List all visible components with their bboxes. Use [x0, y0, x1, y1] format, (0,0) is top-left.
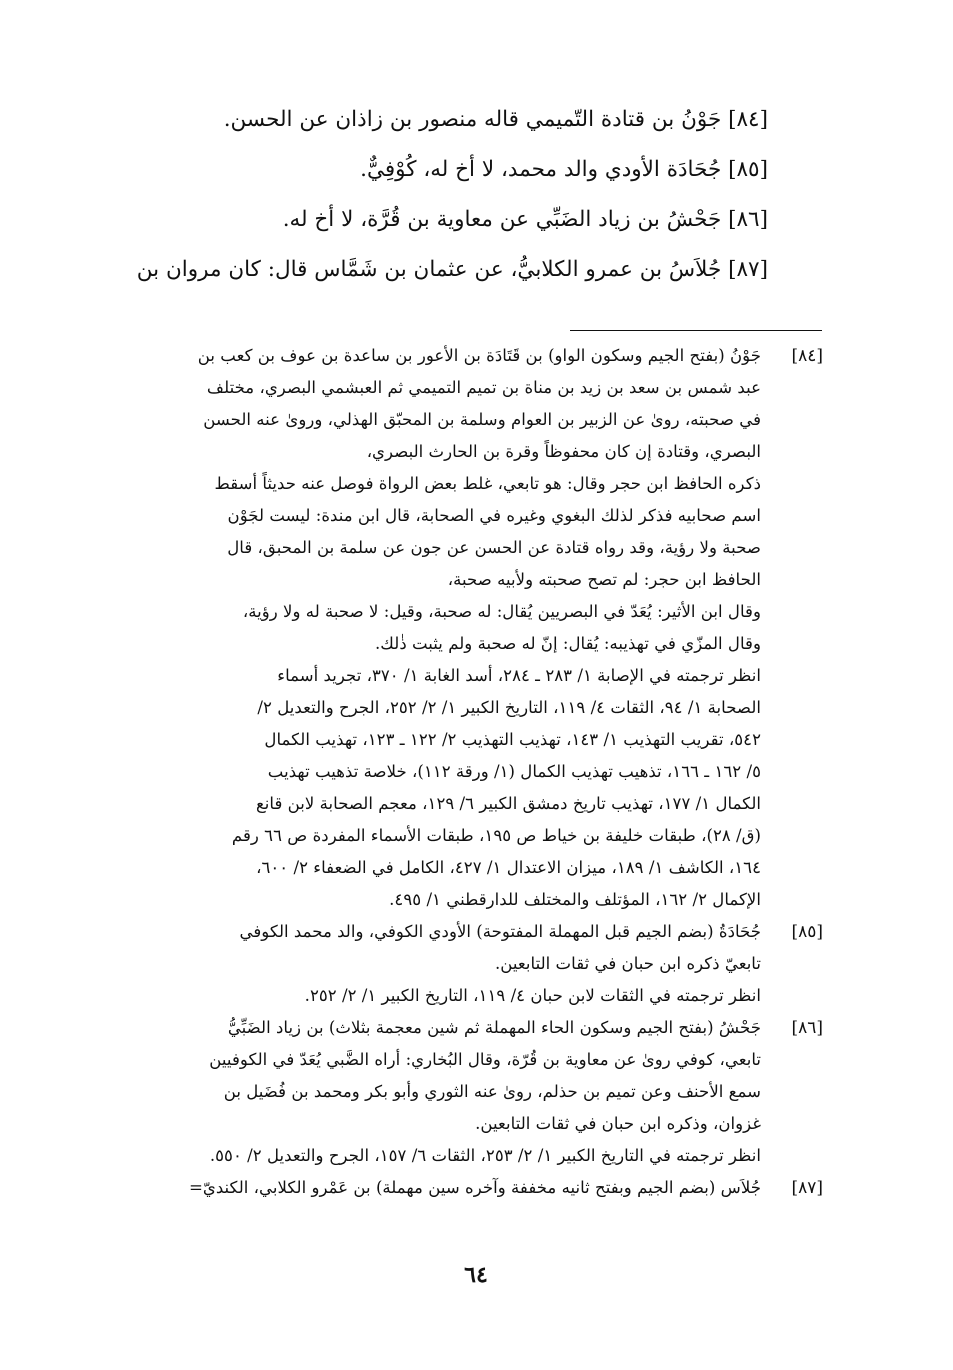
footnote-line: وقال ابن الأثير: يُعَدّ في البصريين يُقال: له صحبة، وقيل: لا صحبة له ولا رؤية، [242, 602, 761, 621]
footnote-line: جُلاَس (بضم الجيم وبفتح ثانيه مخففة وآخره سين مهملة) بن عَمْرو الكلابي، الكنديّ= [188, 1178, 761, 1197]
footnote-line: الصحابة ١/ ٩٤، الثقات ٤/ ١١٩، التاريخ الكبير ١/ ٢/ ٢٥٢، الجرح والتعديل ٢/ [257, 698, 761, 717]
footnote-85 [80, 916, 823, 1012]
footnote-line: غزوان، وذكره ابن حبان في ثقات التابعين. [475, 1114, 761, 1133]
footnote-line: تابعيّ ذكره ابن حبان في ثقات التابعين. [494, 954, 761, 973]
footnote-line: الإكمال ٢/ ١٦٢، المؤتلف والمختلف للدارقطني ١/ ٤٩٥. [389, 890, 761, 909]
footnote-line: البصري، وقتادة إن كان محفوظاً وقرة بن الحارث البصري، [366, 442, 761, 461]
footnote-number: [٨٤] [791, 346, 823, 366]
footnote-number: [٨٦] [791, 1018, 823, 1038]
footnote-line: اسم صحابيه فذكر لذلك البغوي وغيره في الصحابة، قال ابن مندة: ليست لجَوْن [227, 506, 761, 525]
footnote-number: [٨٥] [791, 922, 823, 942]
page-number: ٦٤ [464, 1262, 488, 1288]
footnote-line: سمع الأحنف وعن تميم بن حذلم، روىٰ عنه الثوري وأبو بكر ومحمد بن فُضَيل بن [223, 1082, 761, 1101]
footnote-body [80, 340, 761, 916]
footnote-line: جَحْشُ (بفتح الجيم وسكون الحاء المهملة ثم شين معجمة بثلاث) بن زياد الضَبِّيُّ [227, 1018, 761, 1037]
footnote-body [80, 1172, 761, 1204]
footnote-line: ١٦٤، الكاشف ١/ ١٨٩، ميزان الاعتدال ١/ ٤٢٧، الكامل في الضعفاء ٢/ ٦٠٠، [256, 858, 761, 877]
footnote-line: انظر ترجمته في الثقات لابن حبان ٤/ ١١٩، التاريخ الكبير ١/ ٢/ ٢٥٢. [304, 986, 761, 1005]
footnote-line: ذكره الحافظ ابن حجر وقال: هو تابعي، غلط بعض الرواة فوصل عنه حديثاً أسقط [214, 474, 761, 493]
main-text-line: [٨٥] جُحَادَة الأودي والد محمد، لا أخ له، كُوْفِيٌّ. [360, 157, 768, 182]
footnote-line: انظر ترجمته في الإصابة ١/ ٢٨٣ ـ ٢٨٤، أسد الغابة ١/ ٣٧٠، تجريد أسماء [277, 666, 761, 685]
footnote-line: عبد شمس بن سعد بن زيد بن مناة بن تميم التميمي ثم العبشمي البصري، مختلف [206, 378, 761, 397]
main-text-line: [٨٧] جُلاَسُ بن عمرو الكلابيُّ، عن عثمان بن شَمَّاس قال: كان مروان بن [136, 257, 768, 282]
footnote-line: الحافظ ابن حجر: لم تصح صحبته ولأبيه صحبة، [447, 570, 761, 589]
footnote-86 [80, 1012, 823, 1172]
footnotes [80, 340, 823, 1204]
footnote-line: جَوْنُ (بفتح الجيم وسكون الواو) بن قَتَادَة بن الأعور بن ساعدة بن عوف بن كعب بن [197, 346, 761, 365]
footnote-line: (ق/ ٢٨)، طبقات خليفة بن خياط ص ١٩٥، طبقات الأسماء المفردة ص ٦٦ رقم [231, 826, 761, 845]
footnote-line: تابعي، كوفي روىٰ عن معاوية بن قُرّة، وقال البُخاري: أراه الضَّبي يُعَدّ في الكوفيين [209, 1050, 761, 1069]
main-text [80, 95, 768, 295]
footnote-line: الكمال ١/ ١٧٧، تهذيب تاريخ دمشق الكبير ٦/ ١٢٩، معجم الصحابة لابن قانع [255, 794, 761, 813]
footnote-line: ٥٤٢، تقريب التهذيب ١/ ١٤٣، تهذيب التهذيب ٢/ ١٢٢ ـ ١٢٣، تهذيب الكمال [264, 730, 761, 749]
footnote-body [80, 916, 761, 1012]
footnote-line: جُحَادَةُ (بضم الجيم قبل المهملة المفتوحة) الأودي الكوفي، والد محمد الكوفي [239, 922, 761, 941]
footnote-line: انظر ترجمته في التاريخ الكبير ١/ ٢/ ٢٥٣، الثقات ٦/ ١٥٧، الجرح والتعديل ٢/ ٥٥٠. [209, 1146, 761, 1165]
main-text-line: [٨٤] جَوْنُ بن قتادة التّميمي قاله منصور بن زاذان عن الحسن. [223, 107, 768, 132]
footnote-87 [80, 1172, 823, 1204]
main-text-line: [٨٦] جَحْشُ بن زياد الضَبِّي عن معاوية بن قُرَّة، لا أخ له. [282, 207, 768, 232]
footnote-number: [٨٧] [791, 1178, 823, 1198]
footnote-line: ٥/ ١٦٢ ـ ١٦٦، تذهيب تهذيب الكمال (١/ ورقة ١١٢)، خلاصة تذهيب تهذيب [267, 762, 761, 781]
footnote-84 [80, 340, 823, 916]
footnote-line: وقال المزّي في تهذيبه: يُقال: إنّ له صحبة ولم يثبت ذٰلك. [375, 634, 761, 653]
footnote-separator [570, 330, 822, 331]
footnote-line: في صحبته، روىٰ عن الزبير بن العوام وسلمة بن المحبّق الهذلي، وروىٰ عنه الحسن [203, 410, 761, 429]
footnote-body [80, 1012, 761, 1172]
footnote-line: صحبة ولا رؤية، وقد رواه قتادة عن الحسن عن جون عن سلمة بن المحبق، قال [227, 538, 761, 557]
